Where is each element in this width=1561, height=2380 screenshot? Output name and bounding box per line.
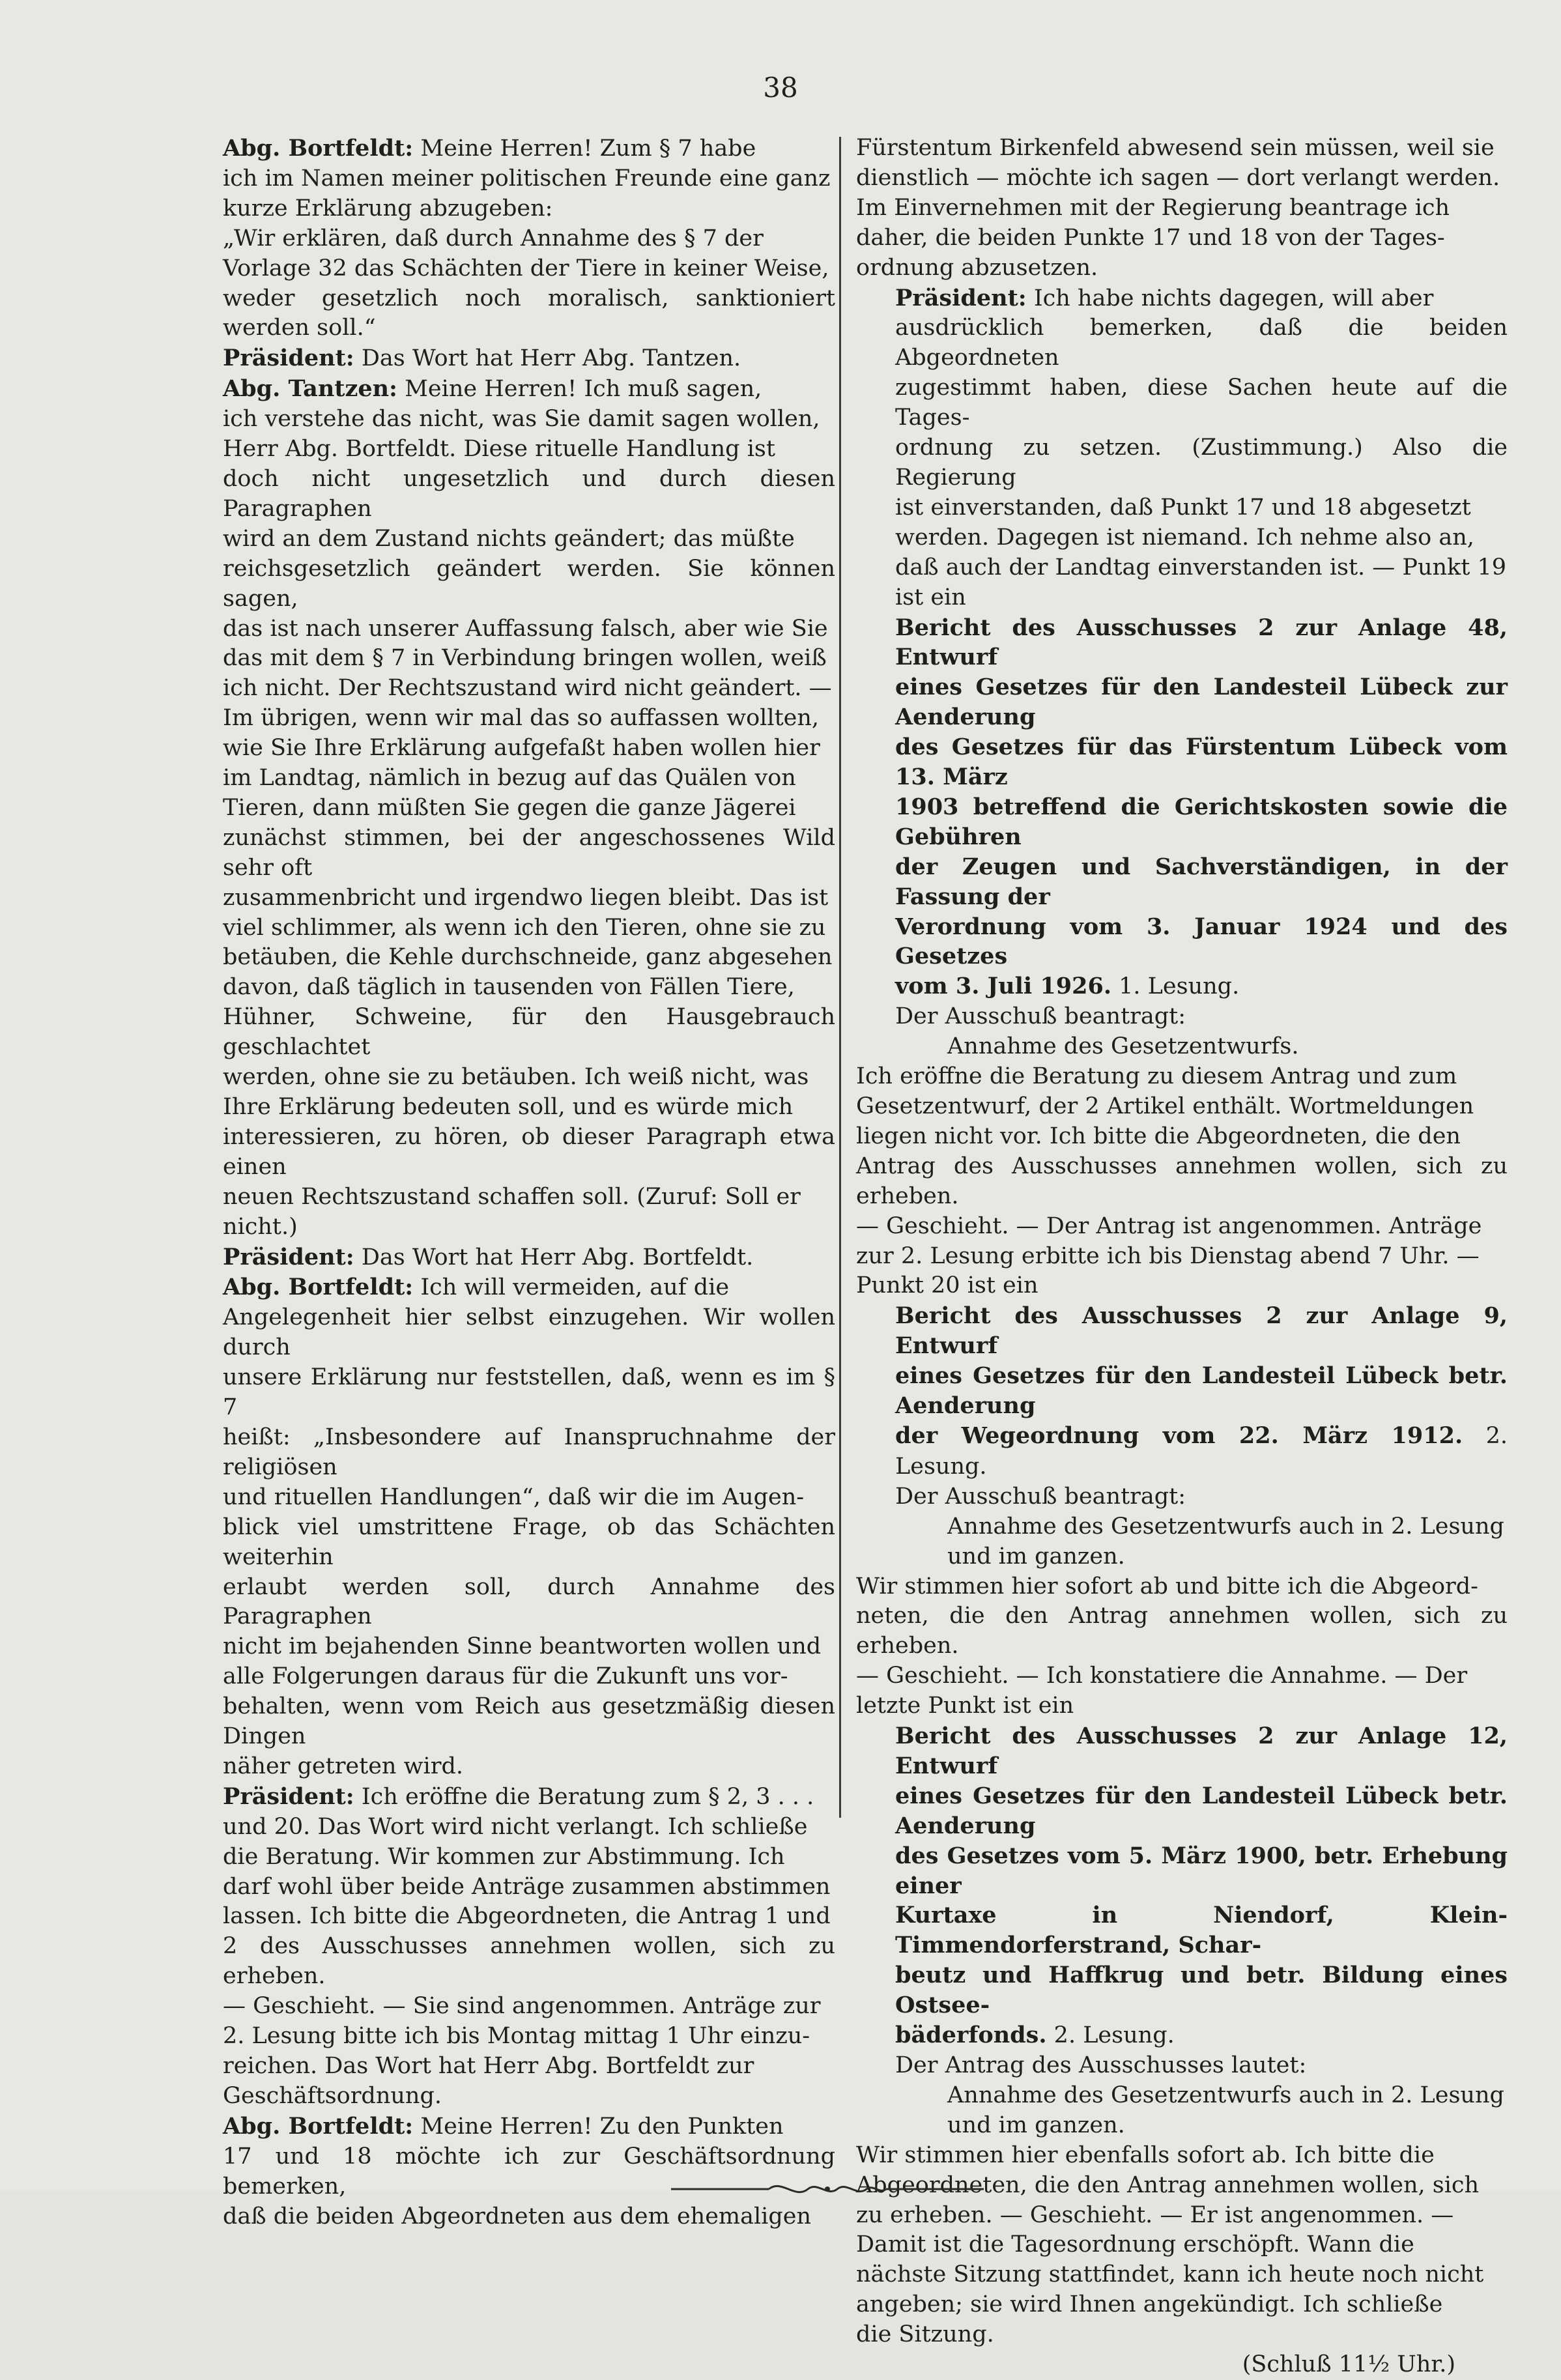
speaker-label: Präsident: [223, 1243, 354, 1270]
paragraph [184, 1272, 835, 1781]
reading-label: 1. Lesung. [1111, 973, 1240, 1000]
paragraph [856, 1721, 1508, 2051]
paragraph-text: Der Ausschuß beantragt: [895, 1003, 1186, 1030]
paragraph-text: Meine Herren! Zu den Punkten 17 und 18 möchte ich zur Geschäftsordnung bemerken, daß die beiden Abgeordneten aus dem ehemaligen [223, 2113, 835, 2229]
paragraph-text: Bericht des Ausschusses 2 zur Anlage 48, Entwurf eines Gesetzes für den Landesteil Lübeck zur Aenderung des Gesetzes für das Fürstentum Lübeck vom 13. März 1903 betreffend die Gerichtskosten sowie die Gebühren der Zeugen und Sachverständigen, in der Fassung der Verordnung vom 3. Januar 1924 und des Gesetzes vom 3. Juli 1926. [895, 614, 1508, 1000]
right-column [856, 134, 1508, 2380]
paragraph-text: Das Wort hat Herr Abg. Bortfeldt. [354, 1244, 754, 1270]
paragraph [184, 1782, 835, 2112]
paragraph [856, 2141, 1508, 2350]
speaker-label: Abg. Bortfeldt: [223, 135, 414, 162]
speaker-label: Präsident: [895, 284, 1027, 311]
page-number: 38 [763, 72, 798, 104]
paragraph-text: Ich eröffne die Beratung zum § 2, 3 . . . und 20. Das Wort wird nicht verlangt. Ich schließe die Beratung. Wir kommen zur Abstimmung. Ich darf wohl über beide Anträge zusammen abstimmen lassen. Ich bitte die Abgeordneten, die Antrag 1 und 2 des Ausschusses annehmen wollen, sich zu erheben. — Geschieht. — Sie sind angenommen. Anträge zur 2. Lesung bitte ich bis Montag mittag 1 Uhr einzu- reichen. Das Wort hat Herr Abg. Bortfeldt zur Geschäftsordnung. [223, 1783, 835, 2109]
column-divider [839, 137, 841, 1818]
paragraph-text: Das Wort hat Herr Abg. Tantzen. [354, 345, 741, 372]
paragraph [856, 1002, 1508, 1032]
paragraph [184, 2112, 835, 2232]
paragraph-text: Bericht des Ausschusses 2 zur Anlage 9, Entwurf eines Gesetzes für den Landesteil Lübeck betr. Aenderung der Wegeordnung vom 22. März 1912. [895, 1302, 1508, 1449]
paragraph-text: Ich habe nichts dagegen, will aber ausdrücklich bemerken, daß die beiden Abgeordneten zugestimmt haben, diese Sachen heute auf die Tages- ordnung zu setzen. (Zustimmung.) Also die Regierung ist einverstanden, daß Punkt 17 und 18 abgesetzt werden. Dagegen ist niemand. Ich nehme also an, daß auch der Landtag einverstanden ist. — Punkt 19 ist ein [895, 285, 1508, 610]
paragraph [856, 1512, 1508, 1572]
paragraph [856, 2350, 1508, 2380]
paragraph-text: Annahme des Gesetzentwurfs auch in 2. Lesung und im ganzen. [947, 2082, 1504, 2138]
paragraph-text: Ich eröffne die Beratung zu diesem Antrag und zum Gesetzentwurf, der 2 Artikel enthält. Wortmeldungen liegen nicht vor. Ich bitte die Abgeordneten, die den Antrag des Ausschusses annehmen wollen, sich zu erheben. — Geschieht. — Der Antrag ist angenommen. Anträge zur 2. Lesung erbitte ich bis Dienstag abend 7 Uhr. — Punkt 20 ist ein [856, 1063, 1508, 1299]
paragraph-text: „Wir erklären, daß durch Annahme des § 7 der Vorlage 32 das Schächten der Tiere in keiner Weise, weder gesetzlich noch moralisch, sanktioniert werden soll.“ [223, 225, 835, 341]
paragraph [184, 224, 835, 344]
paragraph [856, 1572, 1508, 1722]
paragraph [856, 1032, 1508, 1062]
left-column [184, 134, 835, 2231]
paragraph [856, 1301, 1508, 1482]
paragraph-text: Annahme des Gesetzentwurfs auch in 2. Lesung und im ganzen. [947, 1513, 1504, 1570]
paragraph [184, 343, 835, 374]
speaker-label: Abg. Tantzen: [223, 375, 397, 403]
reading-label: 2. Lesung. [1046, 2022, 1175, 2049]
paragraph-text: Der Ausschuß beantragt: [895, 1483, 1186, 1510]
paragraph-text: Annahme des Gesetzentwurfs. [947, 1033, 1299, 1060]
paragraph [856, 613, 1508, 1003]
paragraph-text: Meine Herren! Zum § 7 habe ich im Namen meiner politischen Freunde eine ganz kurze Erklärung abzugeben: [223, 136, 831, 222]
paragraph [856, 1062, 1508, 1301]
speaker-label: Abg. Bortfeldt: [223, 1274, 414, 1301]
paragraph [856, 134, 1508, 283]
paragraph-text: Der Antrag des Ausschusses lautet: [895, 2052, 1307, 2078]
speaker-label: Präsident: [223, 345, 354, 372]
paragraph-text: Wir stimmen hier sofort ab und bitte ich die Abgeord- neten, die den Antrag annehmen wollen, sich zu erheben. — Geschieht. — Ich konstatiere die Annahme. — Der letzte Punkt ist ein [856, 1573, 1508, 1719]
paragraph-text: Wir stimmen hier ebenfalls sofort ab. Ich bitte die Abgeordneten, die den Antrag annehmen wollen, sich zu erheben. — Geschieht. — Er ist angenommen. — Damit ist die Tagesordnung erschöpft. Wann die nächste Sitzung stattfindet, kann ich heute noch nicht angeben; sie wird Ihnen angekündigt. Ich schließe die Sitzung. [856, 2142, 1484, 2348]
paragraph-text: Bericht des Ausschusses 2 zur Anlage 12, Entwurf eines Gesetzes für den Landesteil Lübeck betr. Aenderung des Gesetzes vom 5. März 1900, betr. Erhebung einer Kurtaxe in Niendorf, Klein-Timmendorferstrand, Schar- beutz und Haffkrug und betr. Bildung eines Ostsee- bäderfonds. [895, 1723, 1508, 2049]
paragraph [184, 134, 835, 224]
speaker-label: Abg. Bortfeldt: [223, 2112, 414, 2140]
reading-label: 2. Lesung. [895, 1422, 1508, 1480]
paragraph-text: Meine Herren! Ich muß sagen, ich verstehe das nicht, was Sie damit sagen wollen, Herr Abg. Bortfeldt. Diese rituelle Handlung ist doch nicht ungesetzlich und durch diesen Paragraphen wird an dem Zustand nichts geändert; das müßte reichsgesetzlich geändert werden. Sie können sagen, das ist nach unserer Auffassung falsch, aber wie Sie das mit dem § 7 in Verbindung bringen wollen, weiß ich nicht. Der Rechtszustand wird nicht geändert. — Im übrigen, wenn wir mal das so auffassen wollten, wie Sie Ihre Erklärung aufgefaßt haben wollen hier im Landtag, nämlich in bezug auf das Quälen von Tieren, dann müßten Sie gegen die ganze Jägerei zunächst stimmen, bei der angeschossenes Wild sehr oft zusammenbricht und irgendwo liegen bleibt. Das ist viel schlimmer, als wenn ich den Tieren, ohne sie zu betäuben, die Kehle durchschneide, ganz abgesehen davon, daß täglich in tausenden von Fällen Tiere, Hühner, Schweine, für den Hausgebrauch geschlachtet werden, ohne sie zu betäuben. Ich weiß nicht, was Ihre Erklärung bedeuten soll, und es würde mich interessieren, zu hören, ob dieser Paragraph etwa einen neuen Rechtszustand schaffen soll. (Zuruf: Soll er nicht.) [223, 376, 835, 1240]
paragraph-text: (Schluß 11½ Uhr.) [1242, 2351, 1455, 2378]
paragraph [856, 2081, 1508, 2141]
paragraph [856, 2051, 1508, 2081]
ornament-divider-icon [671, 2176, 984, 2202]
paragraph [184, 374, 835, 1242]
paragraph-text: Fürstentum Birkenfeld abwesend sein müssen, weil sie dienstlich — möchte ich sagen — dort verlangt werden. Im Einvernehmen mit der Regierung beantrage ich daher, die beiden Punkte 17 und 18 von der Tages- ordnung abzusetzen. [856, 135, 1500, 281]
paragraph [856, 283, 1508, 613]
paragraph-text: Ich will vermeiden, auf die Angelegenheit hier selbst einzugehen. Wir wollen durch unsere Erklärung nur feststellen, daß, wenn es im § 7 heißt: „Insbesondere auf Inanspruchnahme der religiösen und rituellen Handlungen“, daß wir die im Augen- blick viel umstrittene Frage, ob das Schächten weiterhin erlaubt werden soll, durch Annahme des Paragraphen nicht im bejahenden Sinne beantworten wollen und alle Folgerungen daraus für die Zukunft uns vor- behalten, wenn vom Reich aus gesetzmäßig diesen Dingen näher getreten wird. [223, 1274, 835, 1779]
paragraph [184, 1242, 835, 1273]
paragraph [856, 1482, 1508, 1512]
speaker-label: Präsident: [223, 1783, 354, 1810]
